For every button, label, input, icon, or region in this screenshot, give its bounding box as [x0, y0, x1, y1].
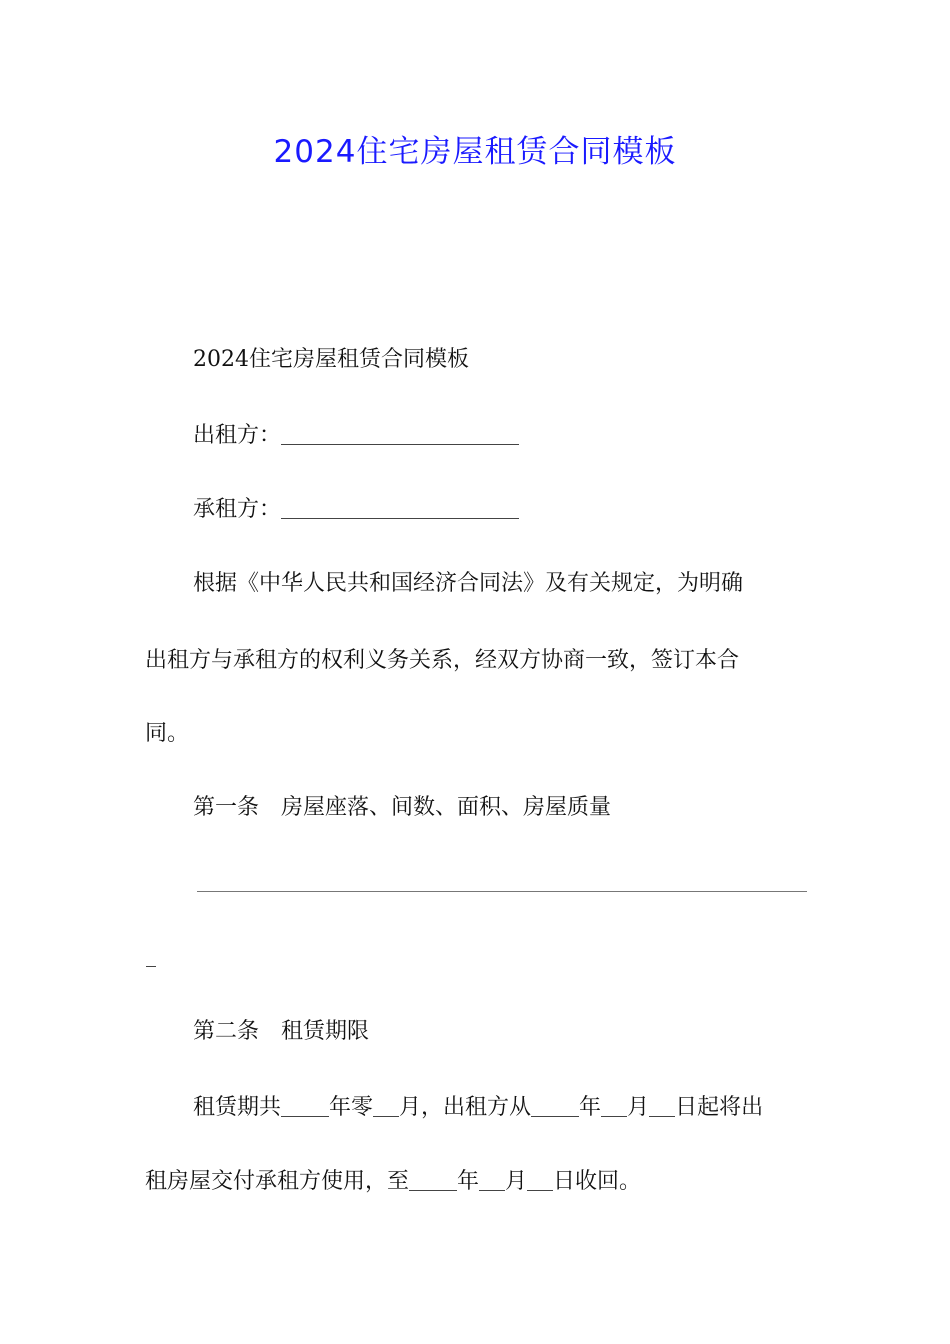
lessee-blank [281, 494, 519, 519]
term-text-1: 租赁期共 [193, 1095, 282, 1120]
lessee-line [193, 490, 813, 530]
preamble-line-1: 根据《中华人民共和国经济合同法》及有关规定，为明确 [193, 571, 744, 596]
end-text-4: 日收回。 [553, 1169, 642, 1194]
document-title: 2024住宅房屋租赁合同模板 [273, 134, 677, 170]
end-text-2: 年 [457, 1169, 480, 1194]
article-2-line-1 [193, 1088, 813, 1128]
lessor-line [193, 416, 813, 456]
term-years-blank [281, 1092, 329, 1117]
term-text-6: 日起将出 [675, 1095, 764, 1120]
start-month-blank [601, 1092, 627, 1117]
end-text-3: 月 [505, 1169, 528, 1194]
preamble-line-3: 同。 [145, 721, 190, 746]
end-month-blank [479, 1166, 505, 1191]
end-day-blank [527, 1166, 553, 1191]
article-1-fill-rule [197, 891, 807, 892]
end-text-1: 租房屋交付承租方使用，至 [145, 1169, 410, 1194]
term-text-3: 月，出租方从 [399, 1095, 532, 1120]
start-day-blank [649, 1092, 675, 1117]
article-2-heading: 第二条 租赁期限 [193, 1019, 370, 1044]
lessee-label: 承租方： [193, 497, 282, 522]
lessor-label: 出租方： [193, 423, 282, 448]
term-text-2: 年零 [329, 1095, 374, 1120]
lessor-blank [281, 420, 519, 445]
article-2-line-2 [145, 1162, 810, 1202]
preamble-line-2: 出租方与承租方的权利义务关系，经双方协商一致，签订本合 [145, 648, 740, 673]
start-year-blank [531, 1092, 579, 1117]
term-text-5: 月 [627, 1095, 650, 1120]
document-subtitle: 2024住宅房屋租赁合同模板 [193, 347, 469, 372]
term-text-4: 年 [579, 1095, 602, 1120]
end-year-blank [409, 1166, 457, 1191]
term-months-blank [373, 1092, 399, 1117]
article-1-heading: 第一条 房屋座落、间数、面积、房屋质量 [193, 795, 612, 820]
article-1-fill-rule-end [146, 966, 156, 967]
